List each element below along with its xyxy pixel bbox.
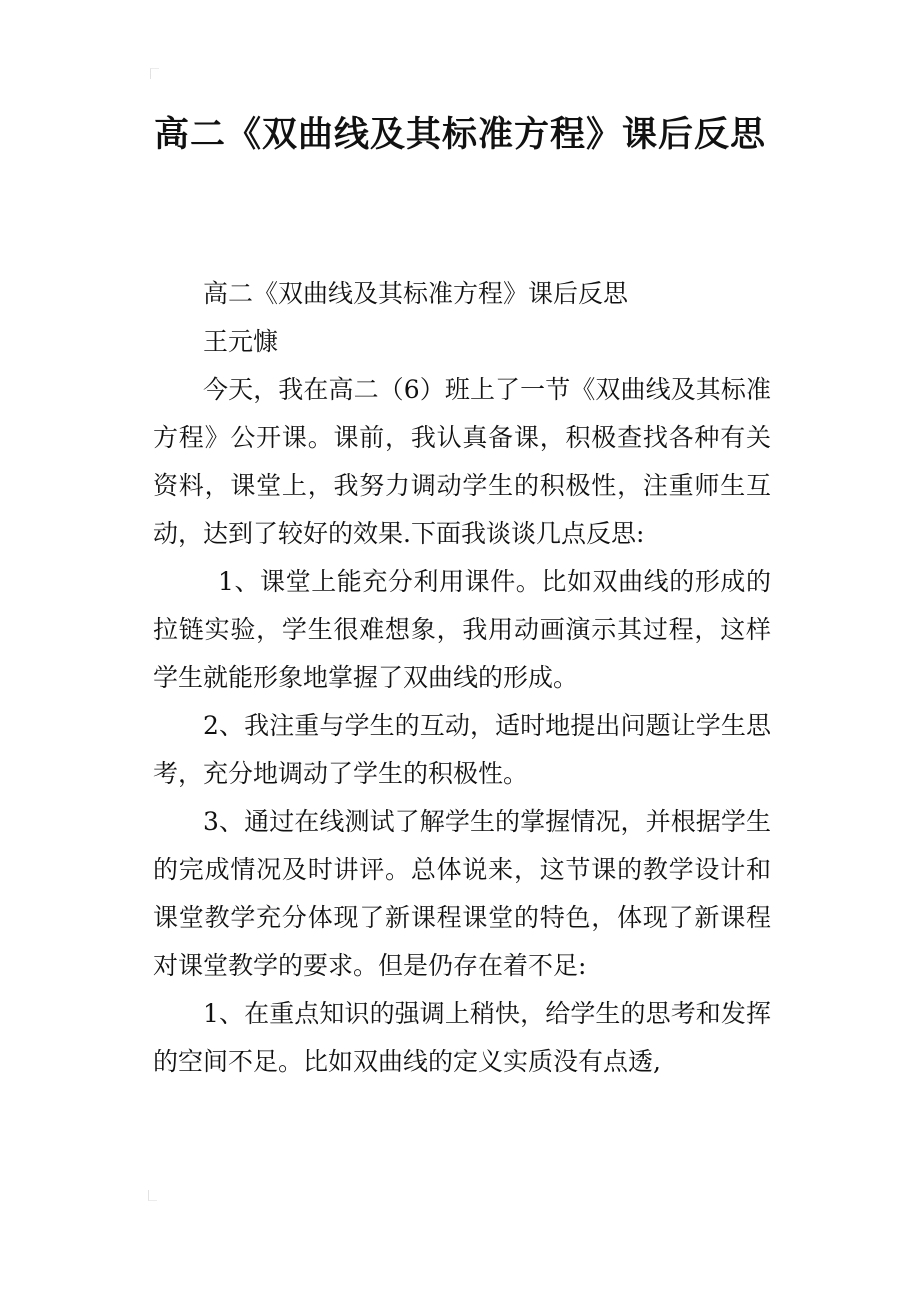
shortcoming-1-paragraph: 1、在重点知识的强调上稍快，给学生的思考和发挥的空间不足。比如双曲线的定义实质没有点透, bbox=[153, 999, 771, 1076]
page-corner-mark-bottom bbox=[148, 1190, 157, 1201]
author-paragraph: 王元慷 bbox=[203, 327, 279, 356]
point-2-paragraph: 2、我注重与学生的互动，适时地提出问题让学生思考，充分地调动了学生的积极性。 bbox=[153, 711, 771, 788]
document-title: 高二《双曲线及其标准方程》课后反思 bbox=[153, 115, 766, 155]
document-body bbox=[153, 270, 771, 1086]
page-corner-mark-top bbox=[150, 68, 159, 79]
intro-paragraph: 今天，我在高二（6）班上了一节《双曲线及其标准方程》公开课。课前，我认真备课，积极查找各种有关资料，课堂上，我努力调动学生的积极性，注重师生互动，达到了较好的效果.下面我谈谈几点反思: bbox=[153, 375, 771, 548]
point-1-paragraph: 1、课堂上能充分利用课件。比如双曲线的形成的拉链实验，学生很难想象，我用动画演示其过程，这样学生就能形象地掌握了双曲线的形成。 bbox=[153, 567, 771, 692]
point-3-paragraph: 3、通过在线测试了解学生的掌握情况，并根据学生的完成情况及时讲评。总体说来，这节课的教学设计和课堂教学充分体现了新课程课堂的特色，体现了新课程对课堂教学的要求。但是仍存在着不足: bbox=[153, 807, 771, 980]
subtitle-paragraph: 高二《双曲线及其标准方程》课后反思 bbox=[203, 279, 629, 308]
